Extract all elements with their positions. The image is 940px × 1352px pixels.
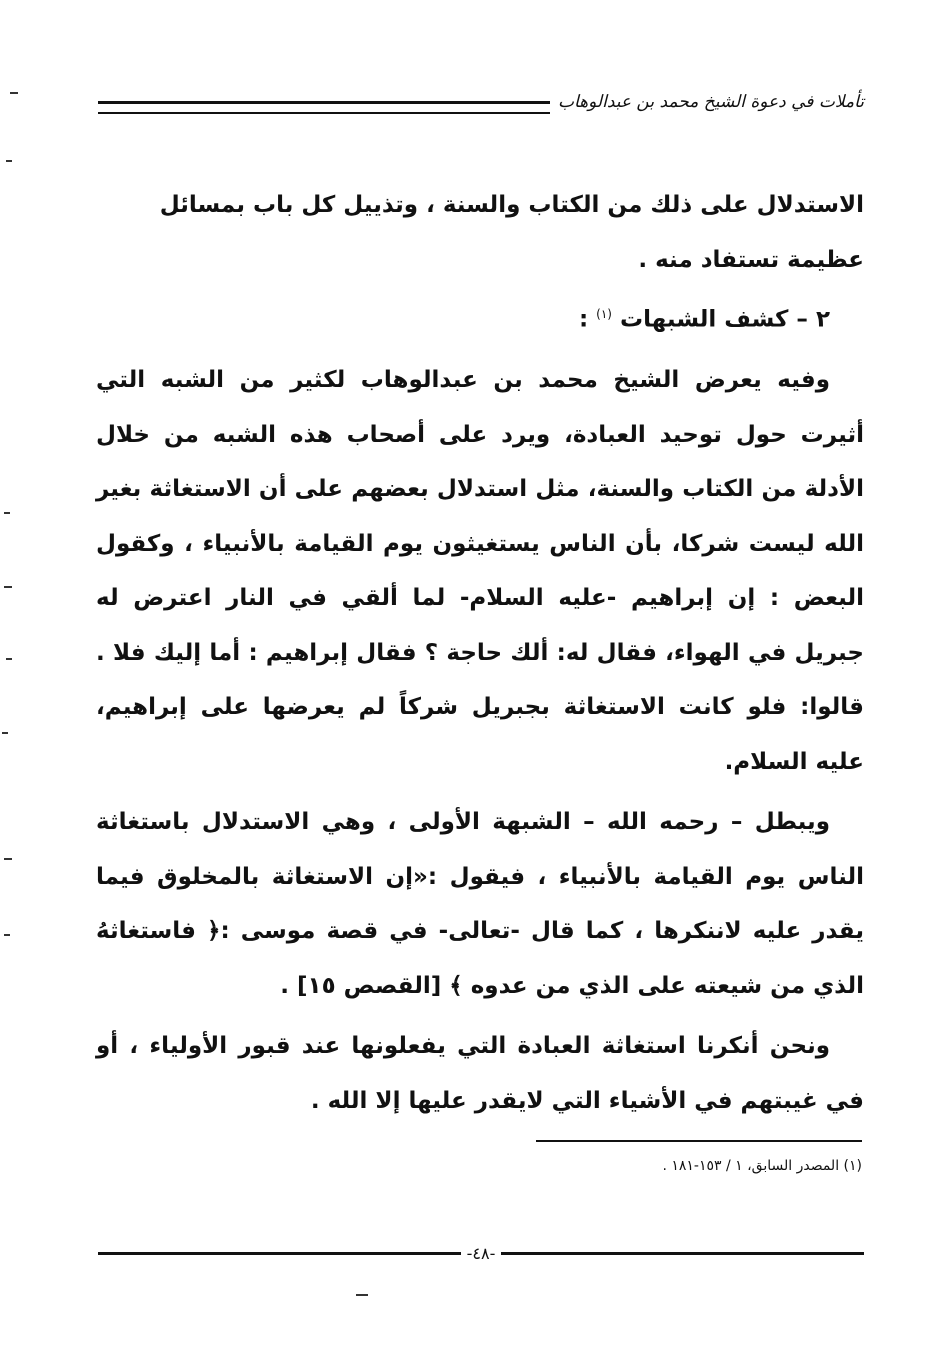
footer-rule-right [501,1252,864,1255]
paragraph-line: الاستدلال على ذلك من الكتاب والسنة ، وتذييل كل باب بمسائل [159,192,864,218]
running-header [98,82,864,122]
scan-speck [4,512,10,514]
paragraph-continued [96,178,864,287]
header-double-rule [98,101,550,114]
scan-speck [4,934,10,936]
section-heading [96,287,864,347]
heading-colon: : [578,306,597,333]
scan-speck [6,658,12,660]
scan-speck [4,858,12,860]
header-title: تأملات في دعوة الشيخ محمد بن عبدالوهاب [558,92,864,112]
scan-speck [2,732,8,734]
scan-speck [10,92,18,94]
footnote-separator [536,1140,862,1142]
scan-speck [6,160,12,162]
scan-speck [356,1294,368,1296]
paragraph-line: عظيمة تستفاد منه . [638,246,864,273]
paragraph-shubuhat: وفيه يعرض الشيخ محمد بن عبدالوهاب لكثير من الشبه التي أثيرت حول توحيد العبادة، ويرد على أصحاب هذه الشبه من خلال الأدلة من الكتاب والسنة، مثل استدلال بعضهم على أن الاستغاثة بغير الله ليست شركا، بأن الناس يستغيثون يوم القيامة بالأنبياء ، وكقول البعض : إن إبراهيم -عليه السلام- لما ألقي في النار اعترض له جبريل في الهواء، فقال له: ألك حاجة ؟ فقال إبراهيم : أما إليك فلا . قالوا: فلو كانت الاستغاثة بجبريل شركاً لم يعرضها على إبراهيم، عليه السلام. [96,367,864,775]
footnote-reference: (١) [596,307,612,321]
footer-rule-left [98,1252,461,1255]
body-text [96,178,864,1128]
footnote: (١) المصدر السابق، ١ / ١٥٣-١٨١ . [662,1158,862,1174]
paragraph-conclusion: ونحن أنكرنا استغاثة العبادة التي يفعلونها عند قبور الأولياء ، أو في غيبتهم في الأشياء التي لايقدر عليها إلا الله . [96,1033,864,1114]
scan-speck [4,586,12,588]
page-number: -٤٨- [466,1243,496,1263]
heading-text: ٢ – كشف الشبهات [620,306,830,333]
paragraph-rebuttal: ويبطل – رحمه الله – الشبهة الأولى ، وهي الاستدلال باستغاثة الناس يوم القيامة بالأنبياء ، فيقول :«إن الاستغاثة بالمخلوق فيما يقدر عليه لاننكرها ، كما قال -تعالى- في قصة موسى :﴿ فاستغاثهُ الذي من شيعته على الذي من عدوه ﴾ [القصص ١٥] . [96,809,864,999]
page-footer [98,1238,864,1268]
